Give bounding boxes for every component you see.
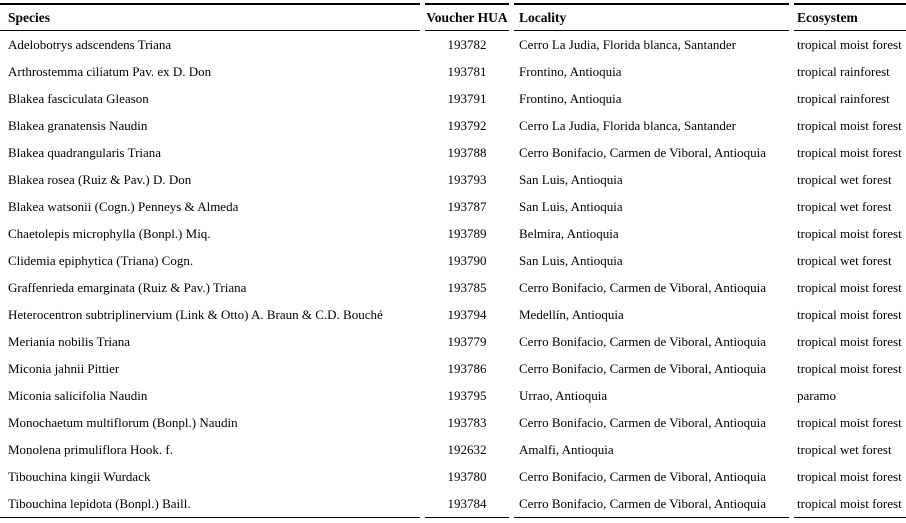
voucher-cell: 193790 bbox=[447, 253, 487, 268]
species-cell: Clidemia epiphytica (Triana) Cogn. bbox=[8, 253, 194, 268]
column-header-locality: Locality bbox=[514, 3, 789, 31]
table-header bbox=[0, 3, 906, 31]
table-row bbox=[0, 58, 906, 85]
locality-cell: Cerro Bonifacio, Carmen de Viboral, Antioquia bbox=[519, 334, 767, 349]
table-row bbox=[0, 274, 906, 301]
table-row bbox=[0, 436, 906, 463]
ecosystem-cell: tropical wet forest bbox=[797, 253, 892, 268]
locality-cell: San Luis, Antioquia bbox=[519, 253, 623, 268]
species-cell: Arthrostemma ciliatum Pav. ex D. Don bbox=[8, 64, 212, 79]
locality-cell: San Luis, Antioquia bbox=[519, 172, 623, 187]
table-row bbox=[0, 382, 906, 409]
voucher-cell: 193782 bbox=[447, 37, 487, 52]
locality-cell: Urrao, Antioquia bbox=[519, 388, 608, 403]
voucher-cell: 193781 bbox=[447, 64, 487, 79]
ecosystem-cell: tropical moist forest bbox=[797, 280, 902, 295]
table-row bbox=[0, 328, 906, 355]
column-header-ecosystem: Ecosystem bbox=[794, 3, 906, 31]
table-row bbox=[0, 301, 906, 328]
column-header-species: Species bbox=[0, 3, 420, 31]
voucher-cell: 193793 bbox=[447, 172, 487, 187]
species-cell: Blakea watsonii (Cogn.) Penneys & Almeda bbox=[8, 199, 239, 214]
table-row bbox=[0, 31, 906, 58]
locality-cell: Cerro Bonifacio, Carmen de Viboral, Antioquia bbox=[519, 415, 767, 430]
voucher-cell: 193794 bbox=[447, 307, 487, 322]
locality-cell: Cerro Bonifacio, Carmen de Viboral, Antioquia bbox=[514, 490, 789, 518]
locality-cell: Cerro La Judia, Florida blanca, Santander bbox=[519, 37, 736, 52]
locality-cell: Cerro Bonifacio, Carmen de Viboral, Antioquia bbox=[519, 145, 767, 160]
ecosystem-cell: tropical moist forest bbox=[794, 490, 906, 518]
table-row bbox=[0, 220, 906, 247]
ecosystem-cell: tropical moist forest bbox=[797, 415, 902, 430]
ecosystem-cell: paramo bbox=[797, 388, 836, 403]
species-cell: Heterocentron subtriplinervium (Link & Otto) A. Braun & C.D. Bouché bbox=[8, 307, 383, 322]
voucher-cell: 193789 bbox=[447, 226, 487, 241]
table-row bbox=[0, 247, 906, 274]
table-row bbox=[0, 463, 906, 490]
voucher-cell: 193788 bbox=[447, 145, 487, 160]
species-cell: Adelobotrys adscendens Triana bbox=[8, 37, 172, 52]
species-cell: Chaetolepis microphylla (Bonpl.) Miq. bbox=[8, 226, 211, 241]
species-cell: Miconia salicifolia Naudin bbox=[8, 388, 148, 403]
voucher-cell: 193787 bbox=[447, 199, 487, 214]
ecosystem-cell: tropical moist forest bbox=[797, 145, 902, 160]
ecosystem-cell: tropical rainforest bbox=[797, 64, 890, 79]
table-row bbox=[0, 490, 906, 518]
species-cell: Blakea fasciculata Gleason bbox=[8, 91, 149, 106]
table-row bbox=[0, 139, 906, 166]
species-cell: Blakea granatensis Naudin bbox=[8, 118, 148, 133]
locality-cell: Cerro Bonifacio, Carmen de Viboral, Antioquia bbox=[519, 361, 767, 376]
voucher-cell: 193785 bbox=[447, 280, 487, 295]
ecosystem-cell: tropical moist forest bbox=[797, 361, 902, 376]
species-cell: Blakea quadrangularis Triana bbox=[8, 145, 162, 160]
voucher-cell: 192632 bbox=[447, 442, 487, 457]
voucher-cell: 193784 bbox=[425, 490, 509, 518]
table-row bbox=[0, 112, 906, 139]
locality-cell: Frontino, Antioquia bbox=[519, 64, 622, 79]
locality-cell: Belmira, Antioquia bbox=[519, 226, 619, 241]
voucher-cell: 193786 bbox=[447, 361, 487, 376]
locality-cell: Cerro Bonifacio, Carmen de Viboral, Antioquia bbox=[519, 280, 767, 295]
ecosystem-cell: tropical moist forest bbox=[797, 37, 902, 52]
table-row bbox=[0, 409, 906, 436]
species-cell: Meriania nobilis Triana bbox=[8, 334, 131, 349]
locality-cell: Cerro La Judia, Florida blanca, Santander bbox=[519, 118, 736, 133]
ecosystem-cell: tropical rainforest bbox=[797, 91, 890, 106]
species-cell: Monochaetum multiflorum (Bonpl.) Naudin bbox=[8, 415, 238, 430]
table-body bbox=[0, 31, 906, 518]
voucher-cell: 193791 bbox=[447, 91, 487, 106]
species-cell: Tibouchina kingii Wurdack bbox=[8, 469, 151, 484]
ecosystem-cell: tropical moist forest bbox=[797, 469, 902, 484]
voucher-cell: 193779 bbox=[447, 334, 487, 349]
species-cell: Graffenrieda emarginata (Ruiz & Pav.) Triana bbox=[8, 280, 247, 295]
ecosystem-cell: tropical wet forest bbox=[797, 172, 892, 187]
table-row bbox=[0, 355, 906, 382]
species-cell: Miconia jahnii Pittier bbox=[8, 361, 120, 376]
column-header-voucher: Voucher HUA bbox=[425, 3, 509, 31]
voucher-cell: 193780 bbox=[447, 469, 487, 484]
ecosystem-cell: tropical wet forest bbox=[797, 199, 892, 214]
voucher-cell: 193792 bbox=[447, 118, 487, 133]
ecosystem-cell: tropical wet forest bbox=[797, 442, 892, 457]
ecosystem-cell: tropical moist forest bbox=[797, 118, 902, 133]
locality-cell: Frontino, Antioquia bbox=[519, 91, 622, 106]
locality-cell: Cerro Bonifacio, Carmen de Viboral, Antioquia bbox=[519, 469, 767, 484]
table-header-row bbox=[0, 3, 906, 31]
ecosystem-cell: tropical moist forest bbox=[797, 334, 902, 349]
species-cell: Monolena primuliflora Hook. f. bbox=[8, 442, 173, 457]
voucher-cell: 193795 bbox=[447, 388, 487, 403]
table-row bbox=[0, 85, 906, 112]
table-row bbox=[0, 166, 906, 193]
locality-cell: San Luis, Antioquia bbox=[519, 199, 623, 214]
voucher-cell: 193783 bbox=[447, 415, 487, 430]
ecosystem-cell: tropical moist forest bbox=[797, 307, 902, 322]
table-row bbox=[0, 193, 906, 220]
locality-cell: Medellín, Antioquia bbox=[519, 307, 624, 322]
ecosystem-cell: tropical moist forest bbox=[797, 226, 902, 241]
species-voucher-table bbox=[0, 3, 906, 518]
species-cell: Tibouchina lepidota (Bonpl.) Baill. bbox=[0, 490, 420, 518]
locality-cell: Amalfi, Antioquia bbox=[519, 442, 614, 457]
species-cell: Blakea rosea (Ruiz & Pav.) D. Don bbox=[8, 172, 192, 187]
